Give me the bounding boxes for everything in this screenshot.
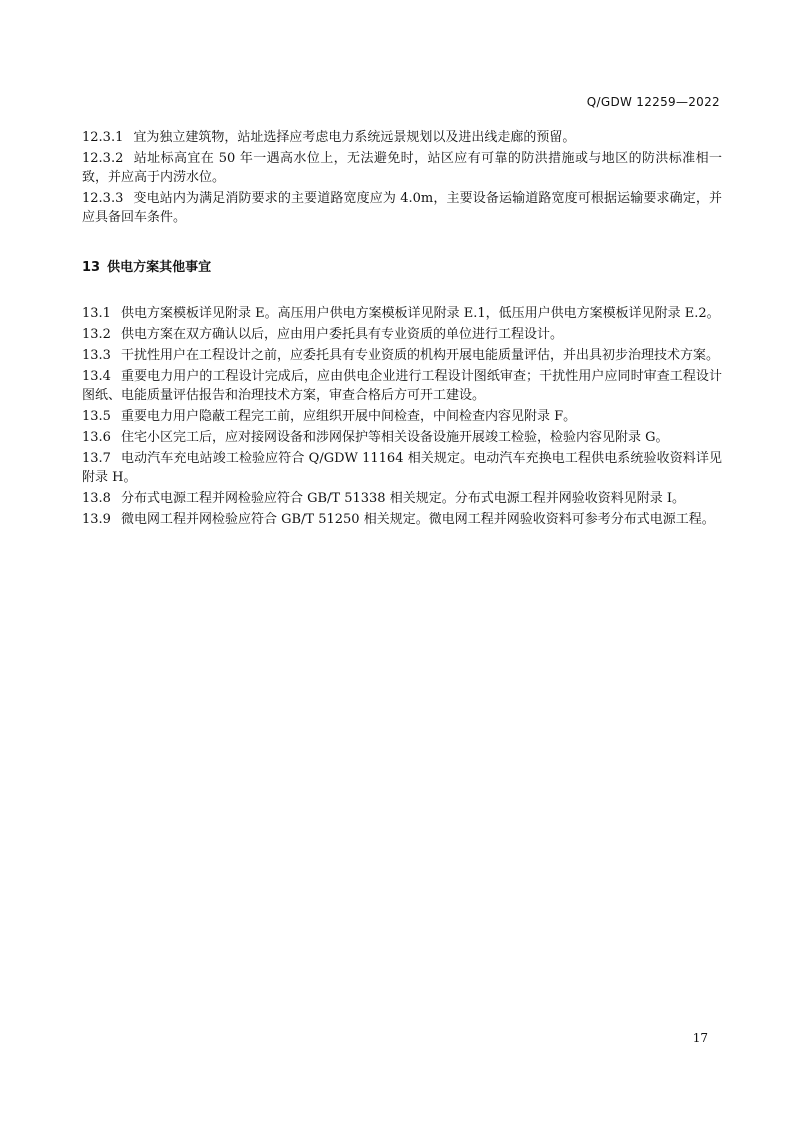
clause-12-3-3 xyxy=(82,189,722,227)
clause-number: 13.5 xyxy=(82,409,111,424)
clause-13-7 xyxy=(82,449,722,487)
section-number: 13 xyxy=(82,260,101,275)
clause-text: 住宅小区完工后，应对接网设备和涉网保护等相关设备设施开展竣工检验，检验内容见附录 G。 xyxy=(120,430,669,445)
clause-13-3 xyxy=(82,346,722,365)
section-title: 供电方案其他事宜 xyxy=(107,260,212,275)
clause-text: 干扰性用户在工程设计之前，应委托具有专业资质的机构开展电能质量评估，并出具初步治理技术方案。 xyxy=(120,348,719,363)
clause-text: 重要电力用户隐蔽工程完工前，应组织开展中间检查，中间检查内容见附录 F。 xyxy=(120,409,577,424)
clause-text: 重要电力用户的工程设计完成后，应由供电企业进行工程设计图纸审查；干扰性用户应同时审查工程设计图纸、电能质量评估报告和治理技术方案，审查合格后方可开工建设。 xyxy=(82,369,722,403)
clause-13-8 xyxy=(82,489,722,508)
clause-text: 站址标高宜在 50 年一遇高水位上，无法避免时，站区应有可靠的防洪措施或与地区的防洪标准相一致，并应高于内涝水位。 xyxy=(82,151,722,185)
clause-12-3-2 xyxy=(82,149,722,187)
clause-number: 13.3 xyxy=(82,348,111,363)
clause-text: 微电网工程并网检验应符合 GB/T 51250 相关规定。微电网工程并网验收资料可参考分布式电源工程。 xyxy=(120,512,715,527)
page-content xyxy=(82,128,722,531)
clause-text: 电动汽车充电站竣工检验应符合 Q/GDW 11164 相关规定。电动汽车充换电工程供电系统验收资料详见附录 H。 xyxy=(82,451,722,485)
clause-text: 变电站内为满足消防要求的主要道路宽度应为 4.0m，主要设备运输道路宽度可根据运输要求确定，并应具备回车条件。 xyxy=(82,191,722,225)
clause-number: 12.3.1 xyxy=(82,130,124,145)
clause-13-5 xyxy=(82,407,722,426)
clause-number: 13.8 xyxy=(82,491,111,506)
clause-13-1 xyxy=(82,304,722,323)
clause-number: 13.2 xyxy=(82,327,111,342)
clause-text: 供电方案在双方确认以后，应由用户委托具有专业资质的单位进行工程设计。 xyxy=(120,327,563,342)
clause-number: 13.1 xyxy=(82,306,111,321)
clause-13-9 xyxy=(82,510,722,529)
clause-13-6 xyxy=(82,428,722,447)
clause-text: 宜为独立建筑物，站址选择应考虑电力系统远景规划以及进出线走廊的预留。 xyxy=(133,130,576,145)
clause-number: 13.9 xyxy=(82,512,111,527)
page-number: 17 xyxy=(692,1031,708,1045)
section-heading-13 xyxy=(82,258,722,277)
clause-13-4 xyxy=(82,367,722,405)
clause-number: 13.6 xyxy=(82,430,111,445)
clause-number: 13.7 xyxy=(82,451,111,466)
clause-number: 13.4 xyxy=(82,369,111,384)
clause-12-3-1 xyxy=(82,128,722,147)
clause-number: 12.3.2 xyxy=(82,151,124,166)
document-code: Q/GDW 12259—2022 xyxy=(586,95,720,109)
clause-number: 12.3.3 xyxy=(82,191,124,206)
clause-text: 供电方案模板详见附录 E。高压用户供电方案模板详见附录 E.1，低压用户供电方案模板详见附录 E.2。 xyxy=(120,306,720,321)
clause-13-2 xyxy=(82,325,722,344)
clause-text: 分布式电源工程并网检验应符合 GB/T 51338 相关规定。分布式电源工程并网验收资料见附录 I。 xyxy=(120,491,685,506)
